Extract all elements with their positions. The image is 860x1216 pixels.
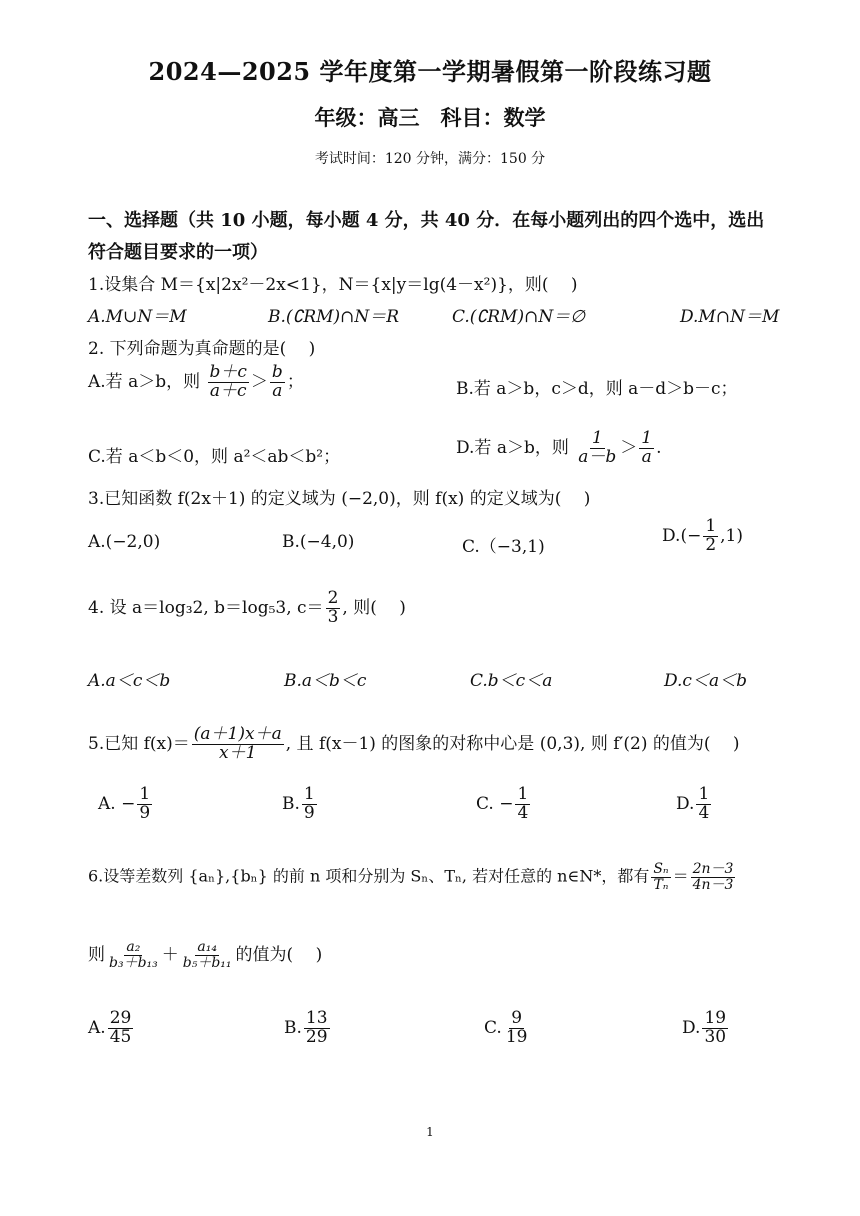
question-3-option-c: C.（−3,1) bbox=[462, 537, 545, 557]
paren-close: ,1) bbox=[720, 525, 744, 546]
fraction bbox=[515, 786, 530, 823]
question-2-option-a bbox=[88, 364, 304, 401]
fraction-numerator: 1 bbox=[705, 516, 717, 536]
question-5-option-b bbox=[282, 786, 319, 823]
fraction-denominator: b₃＋b₁₃ bbox=[109, 955, 158, 971]
question-6-option-c bbox=[484, 1010, 531, 1047]
fraction-denominator: 2 bbox=[705, 534, 717, 555]
fraction-numerator: 13 bbox=[305, 1008, 328, 1028]
fraction-denominator: 3 bbox=[327, 606, 339, 627]
fraction-denominator: Tₙ bbox=[653, 876, 669, 893]
option-label: A. − bbox=[98, 793, 136, 814]
question-4-option-c: C.b＜c＜a bbox=[470, 671, 553, 691]
fraction-numerator: Sₙ bbox=[653, 861, 669, 877]
fraction bbox=[107, 940, 160, 970]
option-label: B. bbox=[284, 1017, 302, 1038]
fraction-denominator: x＋1 bbox=[219, 742, 257, 763]
question-6-option-a bbox=[88, 1010, 135, 1047]
plus: ＋ bbox=[161, 945, 179, 965]
page-subtitle: 年级：高三 科目：数学 bbox=[314, 105, 546, 130]
option-label: D. bbox=[682, 1017, 701, 1038]
fraction-denominator: a＋c bbox=[209, 380, 247, 401]
equals: ＝ bbox=[672, 866, 689, 886]
fraction bbox=[208, 364, 249, 401]
fraction-numerator: 1 bbox=[698, 784, 710, 804]
option-end: ； bbox=[286, 371, 304, 392]
fraction-numerator: 2n－3 bbox=[692, 861, 734, 877]
stem-end: , 且 f(x－1) 的图象的对称中心是 (0,3), 则 f′(2) 的值为( ) bbox=[285, 733, 740, 754]
option-label: A. bbox=[88, 1017, 106, 1038]
page-number: 1 bbox=[426, 1125, 434, 1139]
fraction bbox=[108, 1010, 134, 1047]
fraction-denominator: 9 bbox=[139, 802, 151, 823]
fraction-denominator: b₅＋b₁₁ bbox=[182, 955, 232, 971]
question-1-option-d: D.M∩N＝M bbox=[680, 307, 780, 327]
fraction-denominator: 45 bbox=[109, 1026, 132, 1047]
option-a-prefix: A.若 a＞b，则 bbox=[88, 371, 201, 392]
fraction-numerator: b＋c bbox=[209, 362, 247, 382]
question-6-option-b bbox=[284, 1010, 332, 1047]
fraction bbox=[192, 726, 284, 763]
option-end: . bbox=[656, 437, 662, 458]
fraction bbox=[639, 430, 654, 467]
stem-prefix: 5.已知 f(x)＝ bbox=[88, 733, 190, 754]
fraction-numerator: a₂ bbox=[126, 939, 141, 956]
option-label: C. − bbox=[476, 793, 514, 814]
option-label: B. bbox=[282, 793, 300, 814]
option-label: C. bbox=[484, 1017, 502, 1038]
fraction-numerator: 1 bbox=[139, 784, 151, 804]
question-2-option-b: B.若 a＞b，c＞d，则 a－d＞b－c； bbox=[456, 379, 738, 399]
fraction-numerator: 1 bbox=[517, 784, 529, 804]
fraction-denominator: a－b bbox=[578, 446, 617, 467]
fraction-numerator: a₁₄ bbox=[197, 939, 217, 956]
exam-info: 考试时间：120 分钟，满分：150 分 bbox=[314, 151, 546, 167]
fraction-denominator: 4 bbox=[517, 802, 529, 823]
fraction bbox=[326, 590, 341, 627]
fraction-numerator: 1 bbox=[591, 428, 603, 448]
fraction bbox=[651, 862, 670, 892]
page-title: 2024—2025 学年度第一学期暑假第一阶段练习题 bbox=[148, 57, 712, 86]
question-1-option-b: B.(∁RM)∩N＝R bbox=[268, 307, 400, 327]
question-2-option-c: C.若 a＜b＜0，则 a²＜ab＜b²； bbox=[88, 447, 341, 467]
option-d-prefix: D.若 a＞b，则 bbox=[456, 437, 569, 458]
question-3-option-b: B.(−4,0) bbox=[282, 532, 355, 552]
fraction-numerator: 1 bbox=[303, 784, 315, 804]
question-6-line2 bbox=[88, 940, 322, 971]
fraction-numerator: 2 bbox=[327, 588, 339, 608]
question-2-option-d bbox=[456, 430, 662, 467]
question-3-option-a: A.(−2,0) bbox=[88, 532, 161, 552]
fraction-denominator: 19 bbox=[505, 1026, 528, 1047]
stem-end: , 则( ) bbox=[342, 597, 406, 618]
question-5-option-d bbox=[676, 786, 713, 823]
fraction bbox=[691, 862, 736, 892]
fraction bbox=[304, 1010, 330, 1047]
paren-open: (− bbox=[680, 525, 702, 546]
fraction-denominator: 29 bbox=[305, 1026, 328, 1047]
question-3-stem: 3.已知函数 f(2x＋1) 的定义域为 (−2,0)，则 f(x) 的定义域为( ) bbox=[88, 489, 591, 509]
stem-prefix: 6.设等差数列 {aₙ},{bₙ} 的前 n 项和分别为 Sₙ、Tₙ, 若对任意的 n∈N*，都有 bbox=[88, 866, 650, 886]
question-1-option-a: A.M∪N＝M bbox=[88, 307, 187, 327]
fraction-numerator: 9 bbox=[511, 1008, 523, 1028]
line-end: 的值为( ) bbox=[235, 945, 323, 965]
question-1-stem: 1.设集合 M＝{x|2x²－2x<1}，N＝{x|y＝lg(4－x²)}，则( ) bbox=[88, 275, 578, 295]
relation: ＞ bbox=[620, 437, 638, 458]
question-5-option-c bbox=[476, 786, 532, 823]
fraction-denominator: a bbox=[272, 380, 283, 401]
fraction bbox=[302, 786, 317, 823]
option-label: D. bbox=[676, 793, 695, 814]
section-heading: 一、选择题（共 10 小题，每小题 4 分，共 40 分．在每小题列出的四个选中，选出 bbox=[88, 210, 765, 231]
fraction-denominator: 4n－3 bbox=[692, 876, 734, 893]
line-prefix: 则 bbox=[88, 945, 105, 965]
stem-prefix: 4. 设 a＝log₃2, b＝log₅3, c＝ bbox=[88, 597, 324, 618]
fraction-denominator: 9 bbox=[303, 802, 315, 823]
question-5-option-a bbox=[98, 786, 154, 823]
question-4-stem bbox=[88, 590, 406, 627]
fraction-numerator: 29 bbox=[109, 1008, 132, 1028]
fraction bbox=[696, 786, 711, 823]
fraction bbox=[702, 1010, 728, 1047]
question-5-stem bbox=[88, 726, 740, 763]
fraction bbox=[504, 1010, 530, 1047]
question-4-option-a: A.a＜c＜b bbox=[88, 671, 171, 691]
relation: ＞ bbox=[250, 371, 268, 392]
question-3-option-d bbox=[662, 518, 743, 555]
question-1-option-c: C.(∁RM)∩N＝∅ bbox=[452, 307, 586, 327]
question-2-stem: 2. 下列命题为真命题的是( ) bbox=[88, 339, 316, 359]
fraction-denominator: 4 bbox=[698, 802, 710, 823]
question-4-option-d: D.c＜a＜b bbox=[664, 671, 747, 691]
fraction-numerator: b bbox=[271, 362, 283, 382]
fraction-denominator: 30 bbox=[704, 1026, 727, 1047]
fraction bbox=[181, 940, 234, 970]
fraction bbox=[270, 364, 285, 401]
fraction bbox=[576, 430, 618, 467]
fraction-numerator: (a＋1)x＋a bbox=[193, 724, 282, 744]
question-6-stem bbox=[88, 862, 737, 892]
fraction-numerator: 1 bbox=[641, 428, 653, 448]
fraction-denominator: a bbox=[641, 446, 652, 467]
section-heading-cont: 符合题目要求的一项） bbox=[88, 242, 268, 263]
fraction bbox=[137, 786, 152, 823]
question-4-option-b: B.a＜b＜c bbox=[284, 671, 367, 691]
question-6-option-d bbox=[682, 1010, 730, 1047]
fraction bbox=[703, 518, 718, 555]
fraction-numerator: 19 bbox=[704, 1008, 727, 1028]
option-d-prefix: D. bbox=[662, 525, 681, 546]
